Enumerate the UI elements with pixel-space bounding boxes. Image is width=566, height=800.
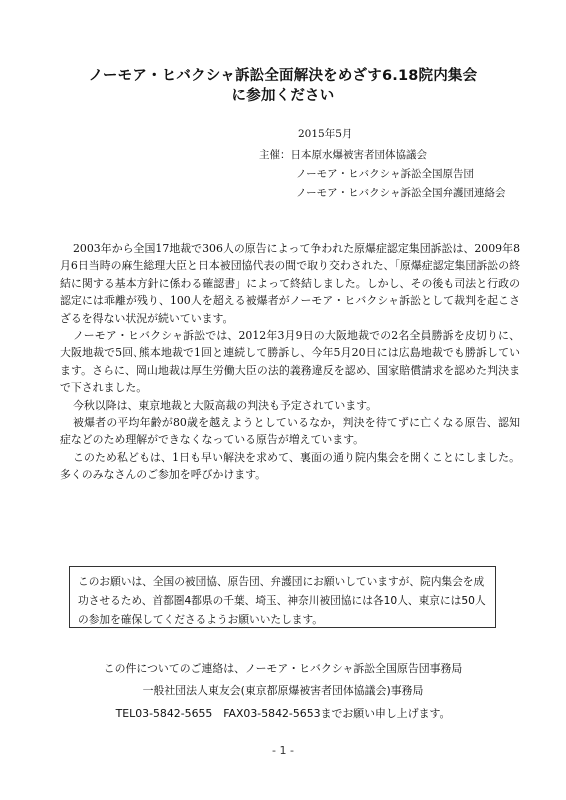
body-paragraph-2: ノーモア・ヒバクシャ訴訟では、2012年3月9日の大阪地裁での2名全員勝訴を皮切りに、大阪地裁で5回､熊本地裁で1回と連続して勝訴し、今年5月20日には広島地裁でも勝訴しています。さらに、岡山地裁は厚生労働大臣の法的義務違反を認め、国家賠償請求を認めた判決まで下されました。 <box>60 329 520 395</box>
body-text <box>60 240 520 484</box>
document-date: 2015年5月 <box>298 128 353 140</box>
notice-box: このお願いは、全国の被団協、原告団、弁護団にお願いしていますが、院内集会を成功させるため、首都圏4都県の千葉、埼玉、神奈川被団協には各10人、東京には50人の参加を確保してくださるようお願いいたします。 <box>69 566 496 628</box>
body-paragraph-5: このため私どもは、1日も早い解決を求めて、裏面の通り院内集会を開くことにしました。多くのみなさんのご参加を呼びかけます。 <box>60 450 520 482</box>
contact-line-1: この件についてのご連絡は、ノーモア・ヒバクシャ訴訟全国原告団事務局 <box>103 662 463 675</box>
body-paragraph-3: 今秋以降は、東京地裁と大阪高裁の判決も予定されています。 <box>73 398 378 412</box>
page-number: - 1 - <box>272 744 294 757</box>
contact-line-3: TEL03-5842-5655 FAX03-5842-5653までお願い申し上げます。 <box>115 707 451 720</box>
document-title-line1: ノーモア・ヒバクシャ訴訟全面解決をめざす6.18院内集会 <box>88 68 478 84</box>
body-paragraph-4: 被爆者の平均年齢が80歳を越えようとしているなか，判決を待てずに亡くなる原告、認知症などのため理解ができなくなっている原告が増えています。 <box>60 416 520 447</box>
organizer-line-2: ノーモア・ヒバクシャ訴訟全国原告団 <box>296 168 474 180</box>
body-paragraph-1: 2003年から全国17地裁で306人の原告によって争われた原爆症認定集団訴訟は、2009年8月6日当時の麻生総理大臣と日本被団協代表の間で取り交わされた、「原爆症認定集団訴訟の終結に関する基本方針に係わる確認書」によって終結しました。しかし、その後も司法と行政の認定には乖離が残り、100人を超える被爆者がノーモア・ヒバクシャ訴訟として裁判を起こさざるを得ない状況が続いています。 <box>60 242 520 325</box>
contact-line-2: 一般社団法人東友会(東京都原爆被害者団体協議会)事務局 <box>142 684 424 697</box>
organizer-line-3: ノーモア・ヒバクシャ訴訟全国弁護団連絡会 <box>296 187 506 199</box>
document-title-line2: に参加ください <box>231 88 335 104</box>
organizer-line-1: 主催：日本原水爆被害者団体協議会 <box>259 149 427 161</box>
